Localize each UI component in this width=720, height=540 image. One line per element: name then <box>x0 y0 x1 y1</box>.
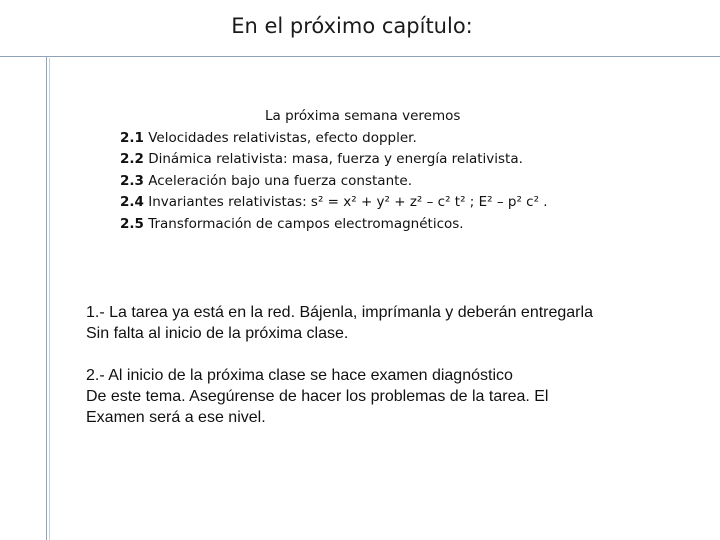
topic-text: Transformación de campos electromagnéticos. <box>148 215 464 232</box>
header-divider <box>0 56 720 57</box>
topic-item <box>120 192 680 214</box>
topic-number: 2.5 <box>120 215 144 232</box>
note-line: De este tema. Asegúrense de hacer los problemas de la tarea. El <box>86 388 549 405</box>
left-margin-line-inner <box>49 58 50 540</box>
slide-title: En el próximo capítulo: <box>231 14 473 38</box>
notes-block <box>86 302 696 449</box>
topic-number: 2.2 <box>120 151 144 167</box>
note-homework <box>86 302 696 344</box>
topic-number: 2.1 <box>120 129 144 146</box>
topic-intro: La próxima semana veremos <box>265 108 461 124</box>
note-line: Examen será a ese nivel. <box>86 409 266 426</box>
note-line: 2.- Al inicio de la próxima clase se hace examen diagnóstico <box>86 367 513 384</box>
note-line: Sin falta al inicio de la próxima clase. <box>86 325 349 342</box>
note-exam <box>86 365 696 428</box>
topic-item <box>120 214 680 236</box>
topic-item <box>120 128 680 150</box>
left-margin-line <box>46 56 47 540</box>
topic-text: Dinámica relativista: masa, fuerza y energía relativista. <box>148 151 523 167</box>
topic-item <box>120 149 680 171</box>
topic-text: Aceleración bajo una fuerza constante. <box>148 172 413 189</box>
topic-number: 2.3 <box>120 172 144 189</box>
topic-item <box>120 171 680 193</box>
topic-list <box>120 106 680 235</box>
topic-text: Invariantes relativistas: s² = x² + y² + z² – c² t² ; E² – p² c² . <box>148 194 548 210</box>
topic-text: Velocidades relativistas, efecto doppler. <box>148 129 417 146</box>
topic-number: 2.4 <box>120 194 144 210</box>
note-line: 1.- La tarea ya está en la red. Bájenla, imprímanla y deberán entregarla <box>86 304 593 321</box>
